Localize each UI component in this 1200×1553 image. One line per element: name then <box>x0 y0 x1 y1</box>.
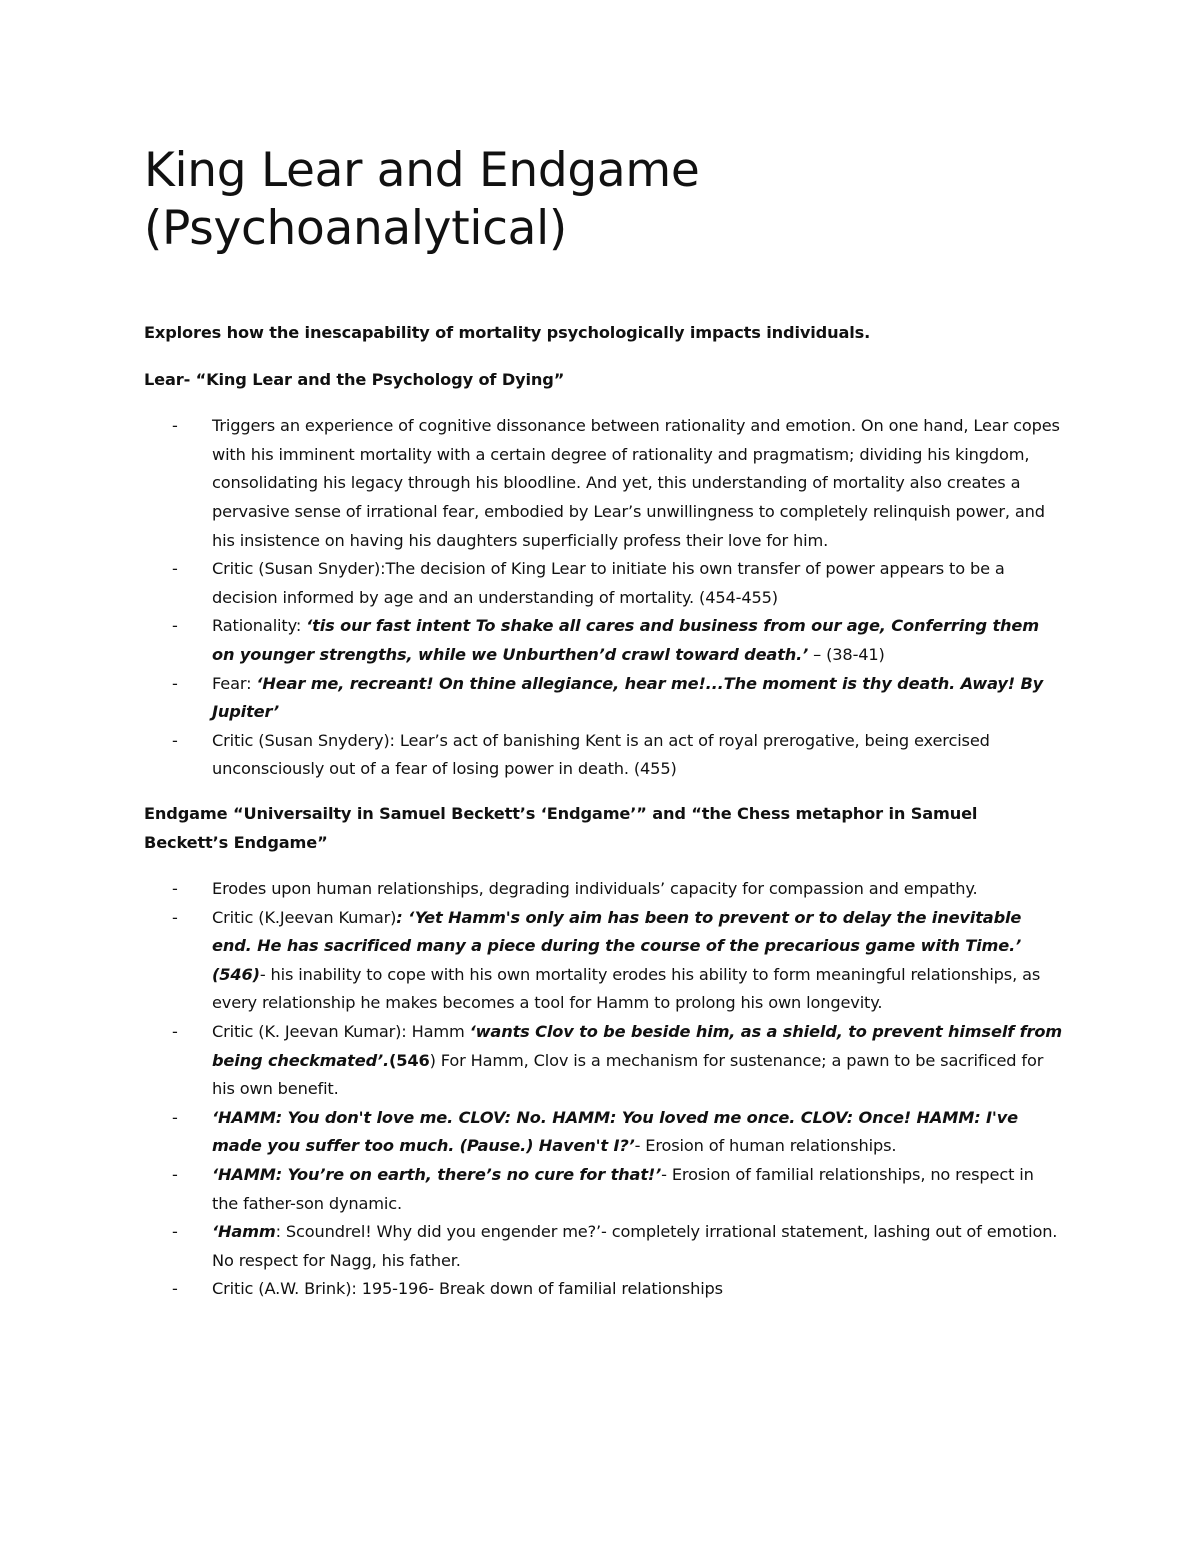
section-heading-lear: Lear- “King Lear and the Psychology of Dying” <box>144 369 565 389</box>
bullet-dash: - <box>172 1165 178 1185</box>
quote-text: ‘HAMM: You don't love me. CLOV: No. HAMM: You loved me once. CLOV: Once! HAMM: I've made you suffer too much. (Pause.) Haven't I?’ <box>212 1107 1018 1156</box>
document-page <box>144 142 1064 1320</box>
intro-statement: Explores how the inescapability of mortality psychologically impacts individuals. <box>144 323 871 342</box>
quote-text: : ‘Yet Hamm's only aim has been to prevent or to delay the inevitable end. He has sacrificed many a piece during the course of the precarious game with Time.’ (546) <box>212 907 1022 984</box>
lear-bullet-list <box>144 412 1064 784</box>
list-item: - Critic (K. Jeevan Kumar): Hamm ‘wants Clov to be beside him, as a shield, to prevent himself from being checkmated’.(546) For Hamm, Clov is a mechanism for sustenance; a pawn to be sacrificed for his own benefit. <box>144 1018 1064 1104</box>
bullet-dash: - <box>172 907 178 927</box>
bullet-dash: - <box>172 730 178 750</box>
quote-text: ‘wants Clov to be beside him, as a shield, to prevent himself from being checkmated’. <box>212 1022 1063 1070</box>
list-item: - Critic (Susan Snyder):The decision of King Lear to initiate his own transfer of power appears to be a decision informed by age and an understanding of mortality. (454-455) <box>144 555 1064 612</box>
list-item: - Triggers an experience of cognitive dissonance between rationality and emotion. On one hand, Lear copes with his imminent mortality with a certain degree of rationality and pragmatism; dividing his kingdom, consolidating his legacy through his bloodline. And yet, this understanding of mortality also creates a pervasive sense of irrational fear, embodied by Lear’s unwillingness to completely relinquish power, and his insistence on having his daughters superficially profess their love for him. <box>144 412 1064 555</box>
bullet-dash: - <box>172 673 178 693</box>
quote-text: ‘HAMM: You’re on earth, there’s no cure for that!’ <box>212 1165 662 1185</box>
endgame-bullet-list <box>144 875 1064 1304</box>
quote-text: ‘Hamm <box>212 1222 276 1242</box>
list-item: - Rationality: ‘tis our fast intent To shake all cares and business from our age, Conferring them on younger strengths, while we Unburthen’d crawl toward death.’ – (38-41) <box>144 612 1064 669</box>
list-item: - Fear: ‘Hear me, recreant! On thine allegiance, hear me!...The moment is thy death. Away! By Jupiter’ <box>144 670 1064 727</box>
quote-text: ‘tis our fast intent To shake all cares and business from our age, Conferring them on younger strengths, while we Unburthen’d crawl toward death.’ <box>212 616 1039 664</box>
bullet-dash: - <box>172 1279 178 1299</box>
list-item: - Critic (Susan Snydery): Lear’s act of banishing Kent is an act of royal prerogative, being exercised unconsciously out of a fear of losing power in death. (455) <box>144 727 1064 784</box>
bullet-dash: - <box>172 1022 178 1042</box>
list-item: - Critic (K.Jeevan Kumar): ‘Yet Hamm's only aim has been to prevent or to delay the inevitable end. He has sacrificed many a piece during the course of the precarious game with Time.’ (546)- his inability to cope with his own mortality erodes his ability to form meaningful relationships, as every relationship he makes becomes a tool for Hamm to prolong his own longevity. <box>144 904 1064 1018</box>
section-heading-endgame: Endgame “Universailty in Samuel Beckett’s ‘Endgame’” and “the Chess metaphor in Samuel Beckett’s Endgame” <box>144 803 978 852</box>
list-item: - ‘HAMM: You don't love me. CLOV: No. HAMM: You loved me once. CLOV: Once! HAMM: I've made you suffer too much. (Pause.) Haven't I?’- Erosion of human relationships. <box>144 1104 1064 1161</box>
list-item: - ‘Hamm: Scoundrel! Why did you engender me?’- completely irrational statement, lashing out of emotion. No respect for Nagg, his father. <box>144 1218 1064 1275</box>
list-item: - Erodes upon human relationships, degrading individuals’ capacity for compassion and empathy. <box>144 875 1064 904</box>
bullet-dash: - <box>172 559 178 579</box>
list-item: - ‘HAMM: You’re on earth, there’s no cure for that!’- Erosion of familial relationships, no respect in the father-son dynamic. <box>144 1161 1064 1218</box>
document-title <box>144 142 1064 258</box>
title-line-2: (Psychoanalytical) <box>144 201 567 256</box>
title-line-1: King Lear and Endgame <box>144 143 700 198</box>
bullet-dash: - <box>172 616 178 636</box>
quote-text: ‘Hear me, recreant! On thine allegiance, hear me!...The moment is thy death. Away! By Jupiter’ <box>212 673 1044 722</box>
bullet-dash: - <box>172 1107 178 1127</box>
bullet-dash: - <box>172 879 178 899</box>
bullet-dash: - <box>172 1222 178 1242</box>
list-item: - Critic (A.W. Brink): 195-196- Break down of familial relationships <box>144 1275 1064 1304</box>
bullet-dash: - <box>172 416 178 436</box>
